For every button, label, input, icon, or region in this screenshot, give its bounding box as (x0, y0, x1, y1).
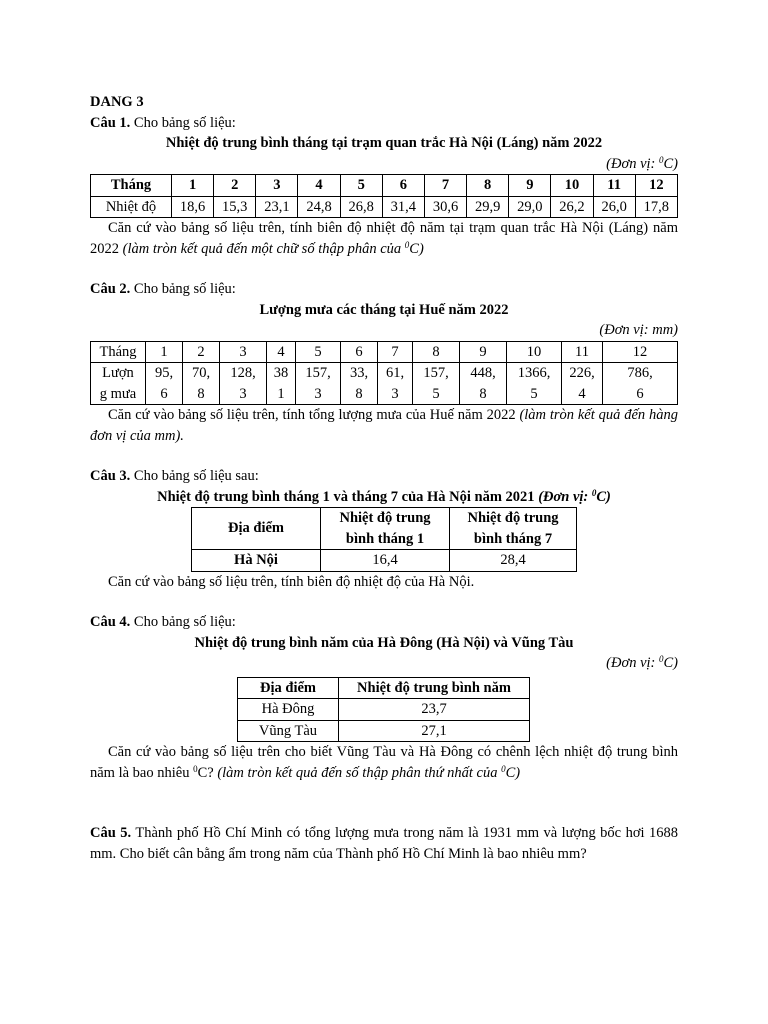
q2-value-bottom: 3 (239, 385, 247, 402)
q2-month-cell: 9 (460, 341, 507, 363)
q4-note-sup: 0 (501, 763, 506, 774)
q2-value-cell (267, 363, 296, 405)
q1-month-cell: 6 (382, 175, 424, 197)
q2-value-bottom: 5 (432, 385, 440, 402)
q4-place-cell: Hà Đông (238, 699, 339, 721)
q4-instruction-sup: 0 (193, 763, 198, 774)
q3-intro (90, 466, 678, 487)
q3-intro-text: Cho bảng số liệu sau: (133, 468, 259, 484)
q2-value-top: 226, (569, 365, 595, 381)
q1-value-cell: 26,8 (340, 196, 382, 218)
q2-month-cell: 5 (296, 341, 341, 363)
q1-month-cell: 10 (551, 175, 593, 197)
q4-intro-text: Cho bảng số liệu: (133, 614, 236, 630)
q2-instruction (90, 405, 678, 446)
q1-table (90, 174, 678, 218)
q2-label: Câu 2. (90, 281, 131, 297)
q3-title-text: Nhiệt độ trung bình tháng 1 và tháng 7 của Hà Nội năm 2021 (157, 488, 539, 505)
q2-month-cell: 7 (378, 341, 413, 363)
q2-value-bottom: 8 (355, 385, 363, 402)
q4-place-cell: Vũng Tàu (238, 720, 339, 742)
q2-month-cell: 12 (603, 341, 678, 363)
q1-table-title: Nhiệt độ trung bình tháng tại trạm quan trắc Hà Nội (Láng) năm 2022 (165, 135, 603, 151)
q3-header-row (192, 508, 577, 550)
q3-unit-prefix: (Đơn vị: (538, 488, 592, 505)
q2-value-cell (378, 363, 413, 405)
q3-col-jul-line2: bình tháng 7 (473, 530, 553, 547)
q2-row-label-month: Tháng (91, 341, 146, 363)
q3-col-jan (321, 508, 450, 550)
q4-value-cell: 27,1 (339, 720, 530, 742)
q4-note (217, 765, 520, 781)
spacer (90, 783, 678, 823)
q2-value-top: 786, (627, 365, 653, 381)
q1-month-cell: 11 (593, 175, 635, 197)
q1-month-cell: 1 (172, 175, 214, 197)
q4-unit (90, 653, 678, 674)
q1-row-label-month: Tháng (91, 175, 172, 197)
q1-row-label-temp: Nhiệt độ (91, 196, 172, 218)
q2-value-cell (296, 363, 341, 405)
q4-table (237, 677, 530, 743)
q4-value-cell: 23,7 (339, 699, 530, 721)
q2-value-cell (413, 363, 460, 405)
q4-table-title: Nhiệt độ trung bình năm của Hà Đông (Hà Nội) và Vũng Tàu (194, 634, 574, 651)
q1-value-cell: 17,8 (635, 196, 677, 218)
document-page (90, 92, 678, 864)
q4-note-suffix: C) (505, 764, 521, 781)
q2-intro (90, 279, 678, 300)
q1-intro-text: Cho bảng số liệu: (133, 114, 236, 131)
q4-unit-suffix: C) (663, 655, 678, 671)
q1-value-cell: 29,0 (509, 196, 551, 218)
q3-place-cell: Hà Nội (192, 550, 321, 572)
q1-month-cell: 2 (214, 175, 256, 197)
q2-value-cell (460, 363, 507, 405)
q1-month-cell: 5 (340, 175, 382, 197)
q2-value-top: 157, (305, 365, 331, 381)
q1-value-cell: 29,9 (467, 196, 509, 218)
q2-value-top: 70, (191, 365, 211, 381)
q1-month-cell: 4 (298, 175, 340, 197)
q2-value-row (91, 363, 678, 405)
spacer (90, 259, 678, 279)
q4-data-row (238, 720, 530, 742)
q2-value-bottom: 6 (160, 385, 168, 402)
q2-month-cell: 11 (562, 341, 603, 363)
q5-question (90, 823, 678, 864)
q2-value-bottom: 8 (197, 385, 205, 402)
q2-value-top: 38 (273, 365, 289, 381)
q1-unit (90, 154, 678, 175)
q2-row-label-line2: g mưa (99, 385, 137, 402)
q2-row-label-rain (91, 363, 146, 405)
q2-month-cell: 1 (146, 341, 183, 363)
q1-month-row (91, 175, 678, 197)
q2-month-cell: 10 (507, 341, 562, 363)
q1-value-row (91, 196, 678, 218)
q1-unit-sup: 0 (659, 154, 664, 165)
q3-unit-sup: 0 (591, 487, 597, 498)
q3-col-jan-line2: bình tháng 1 (345, 530, 425, 547)
q2-value-bottom: 1 (277, 385, 285, 402)
q3-instruction: Căn cứ vào bảng số liệu trên, tính biên độ nhiệt độ của Hà Nội. (108, 573, 475, 590)
q4-instruction-text-b: C? (197, 764, 218, 781)
q1-value-cell: 31,4 (382, 196, 424, 218)
q2-value-bottom: 6 (636, 385, 644, 402)
q2-month-cell: 2 (183, 341, 220, 363)
q1-month-cell: 9 (509, 175, 551, 197)
q2-value-top: 61, (385, 365, 405, 381)
q2-note: (làm tròn kết quả đến hàng đơn vị của mm). (90, 407, 678, 444)
q1-value-cell: 26,0 (593, 196, 635, 218)
q1-intro (90, 113, 678, 134)
q3-data-row (192, 550, 577, 572)
q3-unit-suffix: C) (596, 488, 611, 505)
q2-month-cell: 4 (267, 341, 296, 363)
q2-unit: (Đơn vị: mm) (599, 322, 678, 338)
q2-value-cell (603, 363, 678, 405)
q3-unit (538, 489, 611, 505)
q2-month-row (91, 341, 678, 363)
q4-intro (90, 612, 678, 633)
q2-value-bottom: 8 (479, 385, 487, 402)
q1-value-cell: 23,1 (256, 196, 298, 218)
q1-unit-prefix: (Đơn vị: (606, 155, 659, 172)
q1-label: Câu 1. (90, 114, 131, 131)
q2-intro-text: Cho bảng số liệu: (133, 281, 236, 297)
q1-note-prefix: (làm tròn kết quả đến một chữ số thập phân của (122, 240, 405, 257)
q1-month-cell: 7 (424, 175, 466, 197)
q1-value-cell: 26,2 (551, 196, 593, 218)
q1-month-cell: 3 (256, 175, 298, 197)
q1-value-cell: 15,3 (214, 196, 256, 218)
q3-table (191, 507, 577, 572)
q2-row-label-line1: Lượn (102, 365, 134, 381)
q2-month-cell: 6 (341, 341, 378, 363)
q2-instruction-text: Căn cứ vào bảng số liệu trên, tính tổng lượng mưa của Huế năm 2022 (108, 407, 520, 423)
q5-label: Câu 5. (90, 825, 132, 841)
q3-value-cell: 16,4 (321, 550, 450, 572)
section-heading: DANG 3 (90, 94, 144, 110)
q3-value-cell: 28,4 (450, 550, 577, 572)
q3-col-place: Địa điểm (192, 508, 321, 550)
q2-table (90, 341, 678, 406)
q1-value-cell: 30,6 (424, 196, 466, 218)
q3-col-jan-line1: Nhiệt độ trung (339, 510, 431, 526)
q2-value-bottom: 5 (530, 385, 538, 402)
q4-header-row (238, 677, 530, 699)
q2-value-top: 157, (423, 365, 449, 381)
q2-value-top: 128, (230, 365, 256, 381)
q4-data-row (238, 699, 530, 721)
q4-unit-sup: 0 (659, 654, 664, 664)
q1-instruction-text: Căn cứ vào bảng số liệu trên, tính biên độ nhiệt độ năm tại trạm quan trắc Hà Nội (Láng) năm 2022 (90, 220, 678, 257)
q4-col-place: Địa điểm (238, 677, 339, 699)
q3-table-title (90, 487, 678, 508)
spacer (90, 446, 678, 466)
q1-value-cell: 24,8 (298, 196, 340, 218)
q2-value-top: 1366, (517, 365, 551, 381)
q2-value-bottom: 3 (314, 385, 322, 402)
q2-table-title: Lượng mưa các tháng tại Huế năm 2022 (259, 301, 509, 318)
q4-unit-prefix: (Đơn vị: (606, 655, 659, 671)
q2-value-top: 33, (349, 365, 369, 381)
q2-value-cell (146, 363, 183, 405)
q2-value-cell (220, 363, 267, 405)
q2-value-top: 95, (154, 365, 174, 381)
q2-value-cell (341, 363, 378, 405)
q4-label: Câu 4. (90, 614, 131, 630)
q1-month-cell: 12 (635, 175, 677, 197)
q4-instruction (90, 742, 678, 783)
q2-value-bottom: 3 (391, 385, 399, 402)
q1-value-cell: 18,6 (172, 196, 214, 218)
q1-note (123, 241, 424, 257)
q1-instruction (90, 218, 678, 259)
q3-label: Câu 3. (90, 468, 131, 484)
q2-value-top: 448, (470, 365, 496, 381)
q4-note-prefix: (làm tròn kết quả đến số thập phân thứ nhất của (217, 764, 502, 781)
q2-value-cell (562, 363, 603, 405)
q4-col-temp: Nhiệt độ trung bình năm (339, 677, 530, 699)
q1-unit-suffix: C) (663, 155, 678, 172)
spacer (90, 592, 678, 612)
q2-value-cell (183, 363, 220, 405)
q2-month-cell: 8 (413, 341, 460, 363)
q3-col-jul (450, 508, 577, 550)
q1-note-suffix: C) (409, 240, 424, 257)
q2-value-cell (507, 363, 562, 405)
q4-instruction-text: Căn cứ vào bảng số liệu trên cho biết Vũng Tàu và Hà Đông có chênh lệch nhiệt độ trung bình năm là bao nhiêu (90, 744, 678, 781)
q1-note-sup: 0 (404, 239, 410, 250)
q2-value-bottom: 4 (578, 385, 586, 402)
q1-month-cell: 8 (467, 175, 509, 197)
q3-col-jul-line1: Nhiệt độ trung (467, 510, 559, 526)
q2-month-cell: 3 (220, 341, 267, 363)
q5-text: Thành phố Hồ Chí Minh có tổng lượng mưa trong năm là 1931 mm và lượng bốc hơi 1688 mm. Cho biết cân bằng ẩm trong năm của Thành phố Hồ Chí Minh là bao nhiêu mm? (90, 825, 678, 862)
